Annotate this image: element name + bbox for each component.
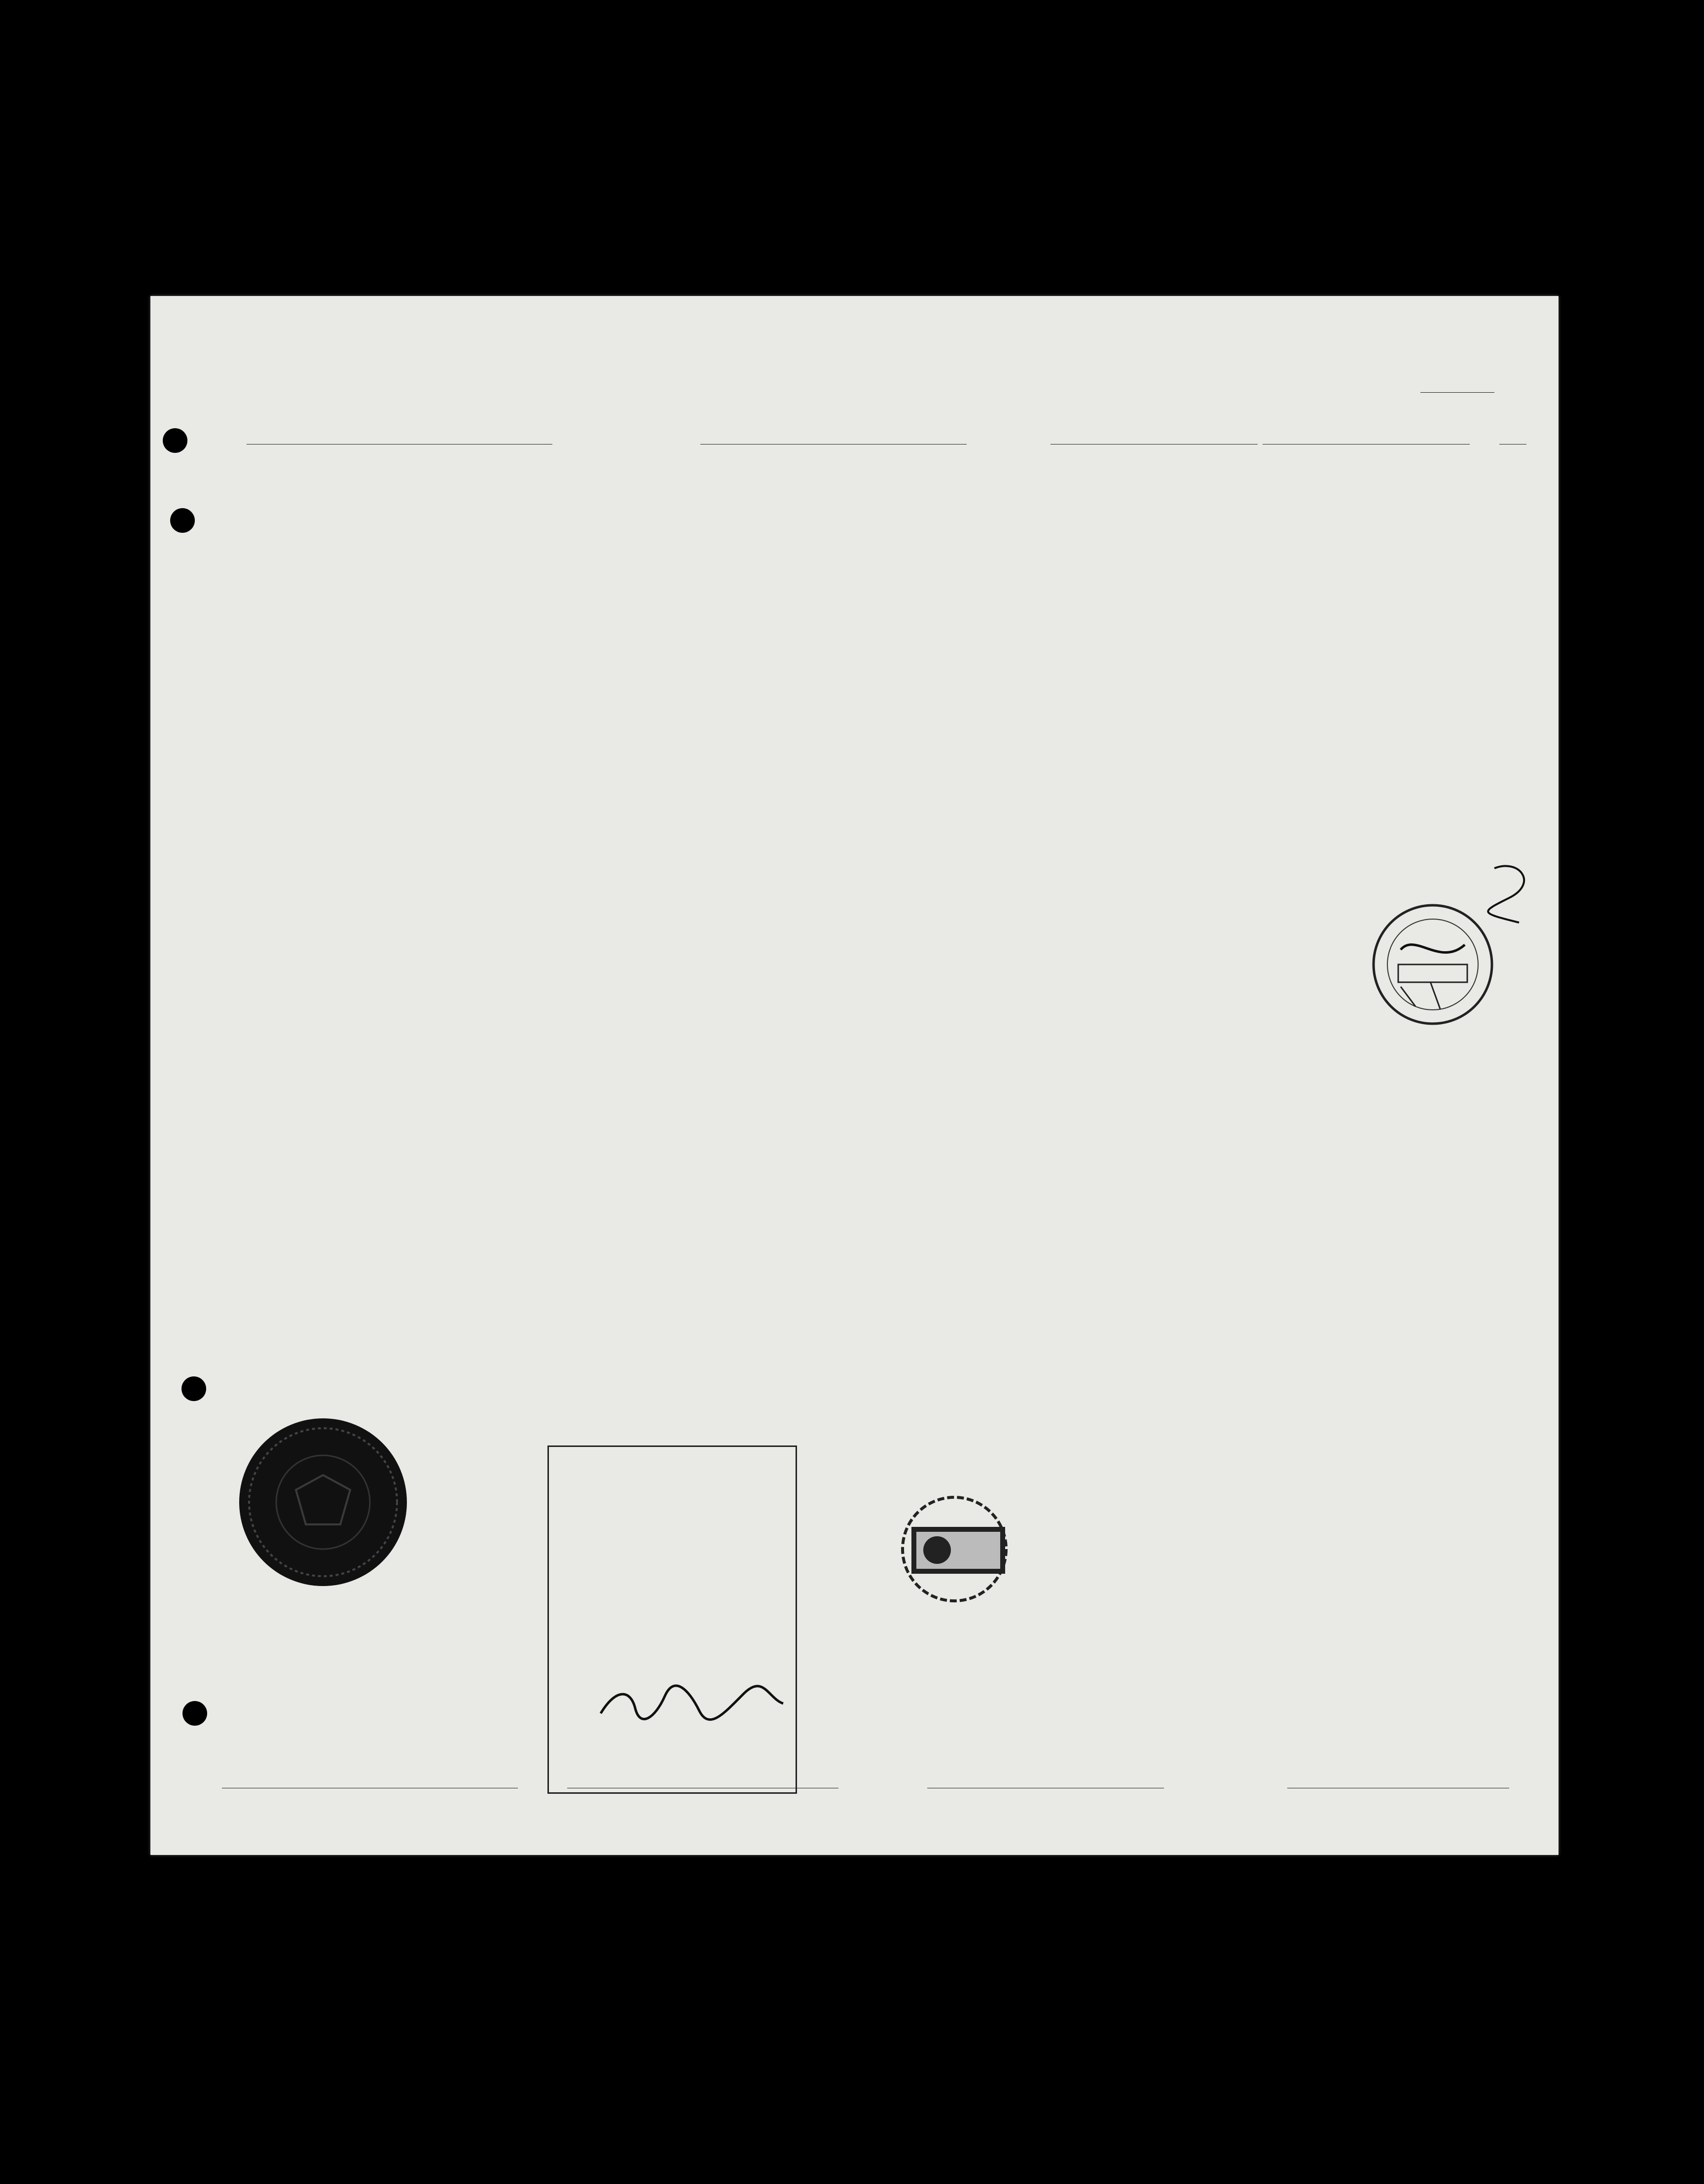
- purser-seal-icon: [1374, 866, 1524, 1024]
